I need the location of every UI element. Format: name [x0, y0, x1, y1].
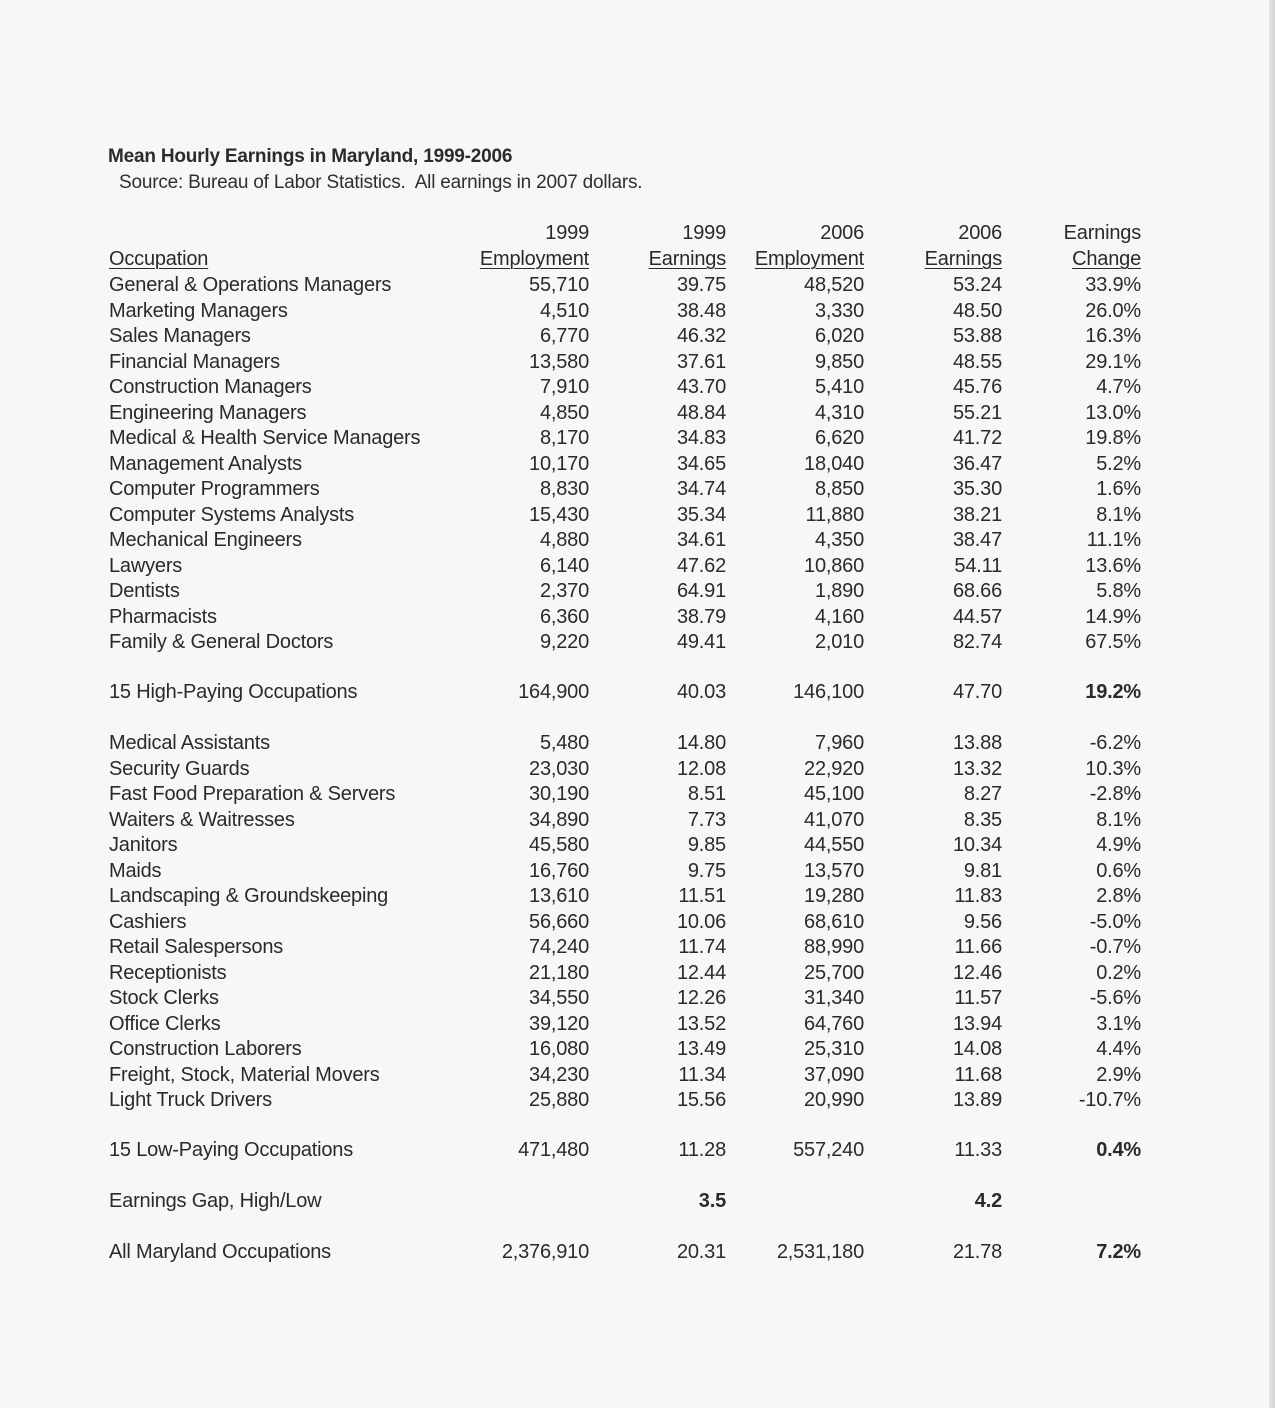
earn2006-cell: 38.21 — [952, 503, 1002, 526]
emp1999-cell: 21,180 — [529, 961, 589, 984]
emp2006-cell: 19,280 — [804, 885, 864, 907]
emp1999-cell: 34,890 — [529, 808, 589, 831]
emp1999-cell: 6,770 — [539, 325, 589, 347]
occupation-cell: Stock Clerks — [109, 987, 219, 1009]
emp1999-cell: 34,230 — [529, 1063, 589, 1086]
earn1999-cell: 20.31 — [676, 1241, 726, 1263]
change-cell: 10.3% — [1085, 757, 1141, 780]
table-row — [0, 756, 1275, 782]
earn1999-cell: 34.74 — [676, 478, 726, 500]
table-row — [0, 451, 1275, 477]
earn1999-cell: 12.44 — [676, 961, 726, 984]
high-paying-total-row — [0, 679, 1275, 705]
emp1999-cell: 16,080 — [529, 1038, 589, 1060]
table-row — [0, 374, 1275, 400]
change-cell: 2.9% — [1096, 1063, 1141, 1086]
emp2006-cell: 25,700 — [804, 961, 864, 984]
earn2006-cell: 41.72 — [952, 427, 1002, 449]
earn1999-cell: 39.75 — [676, 274, 726, 296]
earn2006-cell: 48.55 — [952, 350, 1002, 373]
emp1999-cell: 4,880 — [539, 529, 589, 551]
occupation-cell: Retail Salespersons — [109, 936, 284, 958]
header-occupation: Occupation — [109, 248, 209, 270]
earn2006-cell: 44.57 — [952, 605, 1002, 628]
emp2006-cell: 13,570 — [804, 859, 864, 882]
emp2006-cell: 68,610 — [804, 910, 864, 933]
earn1999-cell: 10.06 — [676, 910, 726, 933]
emp1999-cell: 15,430 — [529, 503, 589, 526]
emp1999-cell: 8,170 — [539, 427, 589, 449]
emp1999-cell: 471,480 — [518, 1139, 589, 1161]
change-cell: 19.2% — [1085, 681, 1141, 703]
header-row-top — [0, 220, 1275, 246]
change-cell: 13.6% — [1085, 554, 1141, 577]
earn1999-cell: 15.56 — [676, 1089, 726, 1111]
earn1999-cell: 34.61 — [676, 529, 726, 551]
header-change-top: Earnings — [1063, 222, 1141, 244]
change-cell: 0.6% — [1096, 859, 1141, 882]
earn2006-cell: 55.21 — [952, 401, 1002, 424]
earn2006-cell: 13.94 — [952, 1012, 1002, 1035]
earn1999-cell: 38.48 — [676, 299, 726, 322]
emp1999-cell: 6,140 — [539, 554, 589, 577]
emp2006-cell: 64,760 — [804, 1012, 864, 1035]
emp2006-cell: 45,100 — [804, 783, 864, 805]
emp1999-cell: 9,220 — [539, 631, 589, 653]
earn1999-cell: 47.62 — [676, 554, 726, 577]
emp1999-cell: 30,190 — [529, 783, 589, 805]
earn1999-cell: 46.32 — [676, 325, 726, 347]
emp2006-cell: 10,860 — [804, 554, 864, 577]
header-earn1999-year: 1999 — [682, 222, 726, 244]
change-cell: 11.1% — [1086, 529, 1141, 551]
occupation-cell: Dentists — [109, 580, 180, 602]
header-emp2006: Employment — [754, 248, 864, 270]
change-cell: 33.9% — [1085, 274, 1141, 296]
earnings-gap-row — [0, 1188, 1275, 1214]
earn2006-cell: 8.35 — [963, 808, 1002, 831]
earn2006-cell: 21.78 — [952, 1241, 1002, 1263]
change-cell: 1.6% — [1096, 478, 1141, 500]
earn2006-cell: 13.89 — [952, 1089, 1002, 1111]
emp1999-cell: 7,910 — [539, 376, 589, 398]
earn2006-cell: 9.81 — [963, 859, 1002, 882]
occupation-cell: Family & General Doctors — [109, 631, 334, 653]
change-cell: 4.9% — [1096, 834, 1141, 856]
occupation-cell: Maids — [109, 859, 162, 882]
table-row — [0, 1062, 1275, 1088]
table-row — [0, 858, 1275, 884]
earn2006-cell: 53.88 — [952, 325, 1002, 347]
earn1999-cell: 12.08 — [676, 757, 726, 780]
earn2006-cell: 38.47 — [952, 529, 1002, 551]
change-cell: 4.4% — [1096, 1038, 1141, 1060]
table-row — [0, 425, 1275, 451]
emp1999-cell: 6,360 — [539, 605, 589, 628]
earn2006-cell: 68.66 — [952, 580, 1002, 602]
earn1999-cell: 38.79 — [676, 605, 726, 628]
change-cell: 16.3% — [1085, 325, 1141, 347]
header-earn2006: Earnings — [924, 248, 1002, 270]
emp2006-cell: 11,880 — [805, 503, 864, 526]
emp2006-cell: 7,960 — [814, 732, 864, 754]
emp1999-cell: 34,550 — [529, 987, 589, 1009]
header-earn2006-year: 2006 — [958, 222, 1002, 244]
earn1999-cell: 11.51 — [678, 885, 726, 907]
emp1999-cell: 74,240 — [529, 936, 589, 958]
earn2006-cell: 11.83 — [954, 885, 1002, 907]
occupation-cell: Cashiers — [109, 910, 187, 933]
table-row — [0, 527, 1275, 553]
occupation-cell: Medical Assistants — [109, 732, 270, 754]
earn1999-cell: 13.52 — [676, 1012, 726, 1035]
emp1999-cell: 39,120 — [529, 1012, 589, 1035]
table-row — [0, 807, 1275, 833]
earn2006-cell: 14.08 — [952, 1038, 1002, 1060]
table-row — [0, 985, 1275, 1011]
header-row-bottom — [0, 246, 1275, 272]
occupation-cell: All Maryland Occupations — [109, 1241, 331, 1263]
emp2006-cell: 20,990 — [804, 1089, 864, 1111]
table-row — [0, 1036, 1275, 1062]
emp1999-cell: 164,900 — [518, 681, 589, 703]
occupation-cell: Receptionists — [109, 961, 227, 984]
earn1999-cell: 8.51 — [687, 783, 726, 805]
emp2006-cell: 88,990 — [804, 936, 864, 958]
earn1999-cell: 9.85 — [687, 834, 726, 856]
occupation-cell: Mechanical Engineers — [109, 529, 302, 551]
table-row — [0, 1087, 1275, 1113]
emp2006-cell: 18,040 — [804, 452, 864, 475]
emp2006-cell: 25,310 — [804, 1038, 864, 1060]
emp1999-cell: 55,710 — [529, 274, 589, 296]
earn2006-cell: 10.34 — [952, 834, 1002, 856]
emp2006-cell: 1,890 — [814, 580, 864, 602]
occupation-cell: Medical & Health Service Managers — [109, 427, 421, 449]
occupation-cell: Fast Food Preparation & Servers — [109, 783, 396, 805]
change-cell: 3.1% — [1096, 1012, 1141, 1035]
occupation-cell: Computer Programmers — [109, 478, 320, 500]
earn2006-cell: 11.33 — [954, 1139, 1002, 1161]
earn2006-cell: 12.46 — [952, 961, 1002, 984]
change-cell: 0.2% — [1096, 961, 1141, 984]
change-cell: 29.1% — [1085, 350, 1141, 373]
earn1999-cell: 9.75 — [687, 859, 726, 882]
table-row — [0, 323, 1275, 349]
earn2006-cell: 9.56 — [963, 910, 1002, 933]
change-cell: 7.2% — [1096, 1241, 1141, 1263]
earn2006-cell: 48.50 — [952, 299, 1002, 322]
emp2006-cell: 146,100 — [793, 681, 864, 703]
change-cell: -6.2% — [1089, 732, 1141, 754]
occupation-cell: Landscaping & Groundskeeping — [109, 885, 389, 907]
earn1999-cell: 7.73 — [687, 808, 726, 831]
earn1999-cell: 43.70 — [676, 376, 726, 398]
emp2006-cell: 44,550 — [804, 834, 864, 856]
occupation-cell: Sales Managers — [109, 325, 251, 347]
emp2006-cell: 37,090 — [804, 1063, 864, 1086]
table-row — [0, 781, 1275, 807]
header-emp1999-year: 1999 — [545, 222, 589, 244]
table-row — [0, 883, 1275, 909]
earn2006-cell: 8.27 — [963, 783, 1002, 805]
earn1999-cell: 49.41 — [676, 631, 726, 653]
change-cell: -10.7% — [1078, 1089, 1141, 1111]
emp1999-cell: 8,830 — [539, 478, 589, 500]
occupation-cell: Financial Managers — [109, 350, 280, 373]
occupation-cell: Security Guards — [109, 757, 250, 780]
table-row — [0, 730, 1275, 756]
table-row — [0, 604, 1275, 630]
change-cell: -2.8% — [1089, 783, 1141, 805]
table-row — [0, 349, 1275, 375]
emp2006-cell: 31,340 — [804, 987, 864, 1009]
table-row — [0, 629, 1275, 655]
occupation-cell: Engineering Managers — [109, 401, 307, 424]
emp1999-cell: 25,880 — [529, 1089, 589, 1111]
emp1999-cell: 2,376,910 — [501, 1241, 589, 1263]
emp2006-cell: 9,850 — [814, 350, 864, 373]
emp1999-cell: 5,480 — [539, 732, 589, 754]
occupation-cell: Earnings Gap, High/Low — [109, 1190, 322, 1212]
occupation-cell: Freight, Stock, Material Movers — [109, 1063, 380, 1086]
earn1999-cell: 34.65 — [676, 452, 726, 475]
earn2006-cell: 11.66 — [954, 936, 1002, 958]
emp2006-cell: 2,531,180 — [776, 1241, 864, 1263]
emp2006-cell: 2,010 — [814, 631, 864, 653]
change-cell: 19.8% — [1085, 427, 1141, 449]
occupation-cell: Construction Laborers — [109, 1038, 302, 1060]
change-cell: -5.6% — [1089, 987, 1141, 1009]
table-row — [0, 476, 1275, 502]
change-cell: 8.1% — [1096, 503, 1141, 526]
change-cell: 14.9% — [1085, 605, 1141, 628]
earn1999-cell: 13.49 — [676, 1038, 726, 1060]
change-cell: 8.1% — [1096, 808, 1141, 831]
table-row — [0, 1011, 1275, 1037]
occupation-cell: Waiters & Waitresses — [109, 808, 295, 831]
change-cell: -5.0% — [1089, 910, 1141, 933]
earn2006-cell: 54.11 — [954, 554, 1002, 577]
table-row — [0, 934, 1275, 960]
occupation-cell: 15 Low-Paying Occupations — [109, 1139, 354, 1161]
emp2006-cell: 8,850 — [814, 478, 864, 500]
occupation-cell: 15 High-Paying Occupations — [109, 681, 358, 703]
table-row — [0, 578, 1275, 604]
occupation-cell: Computer Systems Analysts — [109, 503, 355, 526]
earn1999-cell: 64.91 — [676, 580, 726, 602]
table-row — [0, 909, 1275, 935]
emp1999-cell: 2,370 — [539, 580, 589, 602]
table-row — [0, 960, 1275, 986]
earn2006-cell: 4.2 — [974, 1190, 1002, 1212]
occupation-cell: Light Truck Drivers — [109, 1089, 272, 1111]
header-emp1999: Employment — [479, 248, 589, 270]
earn2006-cell: 13.32 — [952, 757, 1002, 780]
emp1999-cell: 13,580 — [529, 350, 589, 373]
earn2006-cell: 13.88 — [952, 732, 1002, 754]
emp2006-cell: 6,620 — [814, 427, 864, 449]
occupation-cell: Janitors — [109, 834, 178, 856]
table-row — [0, 272, 1275, 298]
earn2006-cell: 45.76 — [952, 376, 1002, 398]
earn1999-cell: 48.84 — [676, 401, 726, 424]
table-row — [0, 502, 1275, 528]
occupation-cell: Pharmacists — [109, 605, 217, 628]
emp2006-cell: 22,920 — [804, 757, 864, 780]
earn2006-cell: 47.70 — [952, 681, 1002, 703]
earn1999-cell: 12.26 — [676, 987, 726, 1009]
earn2006-cell: 82.74 — [952, 631, 1002, 653]
emp2006-cell: 5,410 — [814, 376, 864, 398]
change-cell: 2.8% — [1096, 885, 1141, 907]
earn2006-cell: 36.47 — [952, 452, 1002, 475]
table-row — [0, 553, 1275, 579]
change-cell: 67.5% — [1085, 631, 1141, 653]
emp1999-cell: 10,170 — [529, 452, 589, 475]
emp1999-cell: 4,850 — [539, 401, 589, 424]
change-cell: 5.8% — [1096, 580, 1141, 602]
change-cell: 26.0% — [1085, 299, 1141, 322]
occupation-cell: Office Clerks — [109, 1012, 221, 1035]
earn1999-cell: 11.34 — [678, 1063, 726, 1086]
earn1999-cell: 40.03 — [676, 681, 726, 703]
emp2006-cell: 4,310 — [814, 401, 864, 424]
emp1999-cell: 45,580 — [529, 834, 589, 856]
earn1999-cell: 14.80 — [676, 732, 726, 754]
emp2006-cell: 557,240 — [793, 1139, 864, 1161]
change-cell: 13.0% — [1085, 401, 1141, 424]
earn2006-cell: 53.24 — [952, 274, 1002, 296]
occupation-cell: General & Operations Managers — [109, 274, 392, 296]
change-cell: 5.2% — [1096, 452, 1141, 475]
emp1999-cell: 13,610 — [529, 885, 589, 907]
earn1999-cell: 34.83 — [676, 427, 726, 449]
emp2006-cell: 3,330 — [814, 299, 864, 322]
emp2006-cell: 41,070 — [804, 808, 864, 831]
emp1999-cell: 56,660 — [529, 910, 589, 933]
emp2006-cell: 4,160 — [814, 605, 864, 628]
emp2006-cell: 48,520 — [804, 274, 864, 296]
earn2006-cell: 35.30 — [952, 478, 1002, 500]
header-emp2006-year: 2006 — [820, 222, 864, 244]
earn1999-cell: 11.74 — [678, 936, 726, 958]
table-row — [0, 832, 1275, 858]
earn1999-cell: 37.61 — [676, 350, 726, 373]
occupation-cell: Marketing Managers — [109, 299, 288, 322]
earn1999-cell: 11.28 — [678, 1139, 726, 1161]
emp1999-cell: 23,030 — [529, 757, 589, 780]
emp1999-cell: 16,760 — [529, 859, 589, 882]
table-row — [0, 298, 1275, 324]
document-title: Mean Hourly Earnings in Maryland, 1999-2006 — [108, 146, 513, 167]
emp2006-cell: 4,350 — [814, 529, 864, 551]
document-subtitle: Source: Bureau of Labor Statistics. All earnings in 2007 dollars. — [119, 172, 643, 193]
all-occupations-row — [0, 1239, 1275, 1265]
header-earn1999: Earnings — [648, 248, 726, 270]
occupation-cell: Management Analysts — [109, 452, 302, 475]
earn2006-cell: 11.57 — [954, 987, 1002, 1009]
low-paying-total-row — [0, 1137, 1275, 1163]
occupation-cell: Lawyers — [109, 554, 183, 577]
emp2006-cell: 6,020 — [814, 325, 864, 347]
earn2006-cell: 11.68 — [954, 1063, 1002, 1086]
earn1999-cell: 35.34 — [676, 503, 726, 526]
header-change: Change — [1072, 248, 1141, 270]
change-cell: -0.7% — [1089, 936, 1141, 958]
emp1999-cell: 4,510 — [539, 299, 589, 322]
occupation-cell: Construction Managers — [109, 376, 312, 398]
change-cell: 4.7% — [1096, 376, 1141, 398]
change-cell: 0.4% — [1096, 1139, 1141, 1161]
table-row — [0, 400, 1275, 426]
earn1999-cell: 3.5 — [698, 1190, 726, 1212]
